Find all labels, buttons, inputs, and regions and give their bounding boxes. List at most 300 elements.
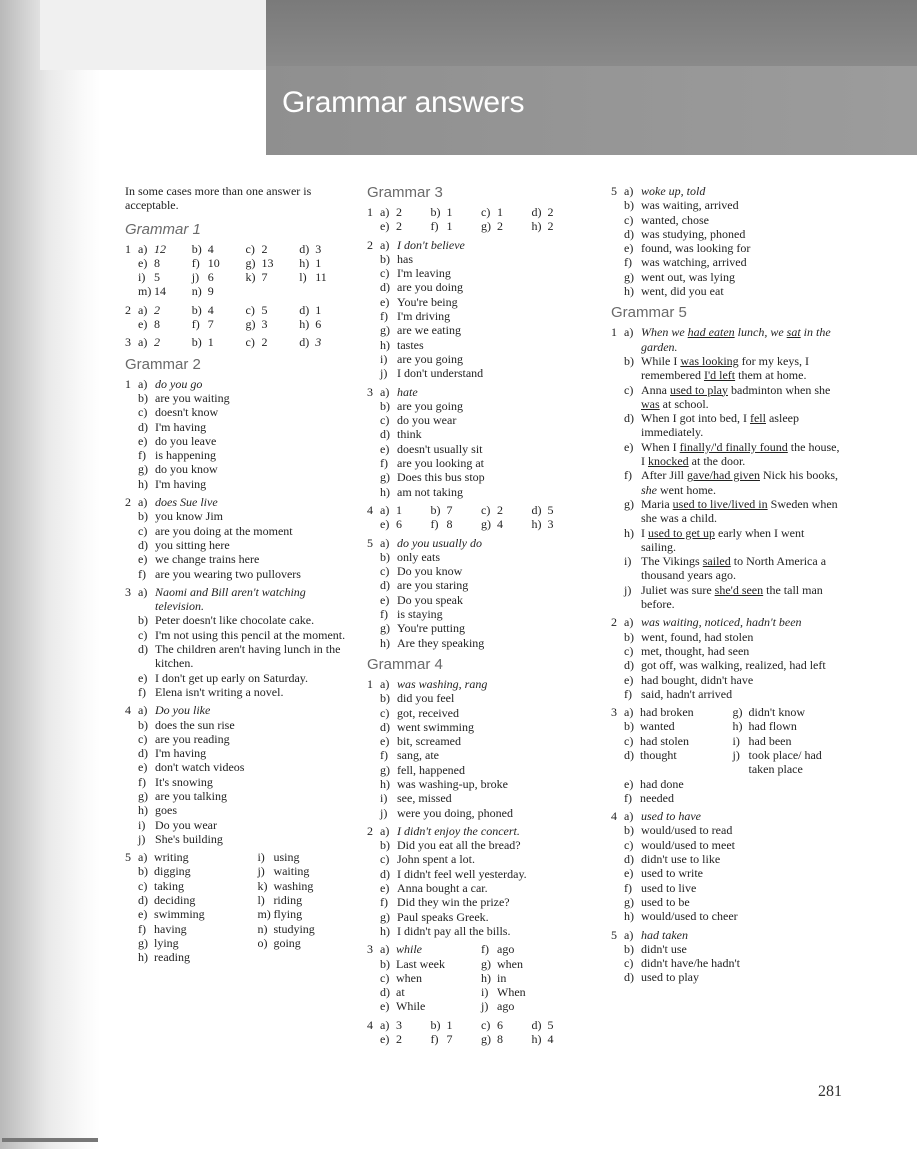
item-label: f) <box>138 566 146 581</box>
item-label: d) <box>380 985 390 1000</box>
answer-cell <box>380 942 481 956</box>
answer-item <box>624 583 841 612</box>
answer-text: was waiting, noticed, hadn't been <box>641 615 802 630</box>
answer-item <box>138 420 353 434</box>
answer-item <box>138 818 353 832</box>
answer-grid <box>138 335 353 349</box>
item-label: h) <box>624 909 634 924</box>
answer-text: got off, was walking, realized, had left <box>641 658 826 673</box>
answer-text: flying <box>273 907 303 922</box>
answer-text: I didn't enjoy the concert. <box>397 823 520 838</box>
item-label: e) <box>624 439 634 454</box>
answer-item <box>380 924 582 938</box>
answer-item <box>380 636 582 650</box>
answer-text: 7 <box>207 317 214 332</box>
answer-text: Do you know <box>397 564 463 579</box>
item-label: f) <box>380 607 388 622</box>
answer-item <box>138 718 353 732</box>
answer-text: It's snowing <box>155 774 213 789</box>
answer-item <box>624 440 841 469</box>
item-label: f) <box>430 1032 439 1047</box>
item-label <box>733 791 749 805</box>
answer-text: would/used to cheer <box>641 909 738 924</box>
answer-item <box>138 524 353 538</box>
answer-text: are you doing at the moment <box>155 523 293 538</box>
answer-cell <box>138 335 192 349</box>
answer-part: After Jill <box>641 468 687 483</box>
answer-part: in the garden. <box>641 325 831 354</box>
answer-item <box>380 734 582 748</box>
item-label: e) <box>380 1032 390 1047</box>
underlined-verb: used to live/lived in <box>672 496 768 511</box>
answer-part: for my keys, I remembered <box>641 353 809 383</box>
item-label: f) <box>191 317 200 332</box>
answer-list <box>138 495 353 581</box>
answer-item <box>624 658 841 672</box>
exercise <box>125 377 353 491</box>
answer-text: 4 <box>547 1032 554 1047</box>
answer-text: waiting <box>273 864 310 879</box>
item-label: d) <box>380 719 390 734</box>
answer-item <box>624 325 841 354</box>
page-shadow-top <box>40 0 266 70</box>
item-label <box>257 950 273 964</box>
item-label: f) <box>380 456 388 471</box>
answer-cell <box>192 303 246 317</box>
item-label: a) <box>380 1017 390 1032</box>
item-label: c) <box>380 413 390 428</box>
answer-item <box>380 338 582 352</box>
answer-text: when <box>396 970 422 985</box>
answer-cell <box>138 303 192 317</box>
item-label: e) <box>380 294 390 309</box>
item-label: f) <box>624 468 632 483</box>
answer-item <box>624 687 841 701</box>
item-label: g) <box>481 956 491 971</box>
answer-text: fell, happened <box>397 762 465 777</box>
answer-text: 5 <box>547 502 554 517</box>
answer-list <box>624 809 841 923</box>
item-label: c) <box>138 878 148 893</box>
item-label: g) <box>481 219 491 234</box>
answer-item <box>138 789 353 803</box>
answer-cell <box>481 503 532 517</box>
answer-item <box>624 823 841 837</box>
item-label: e) <box>624 241 634 256</box>
item-label: f) <box>380 309 388 324</box>
item-label: b) <box>624 629 634 644</box>
answer-cell <box>481 957 582 971</box>
item-label: f) <box>380 895 388 910</box>
answer-part: at the door. <box>688 454 746 469</box>
item-label: h) <box>531 517 542 532</box>
item-label: d) <box>531 1017 542 1032</box>
answer-text: tastes <box>397 337 424 352</box>
answer-item <box>380 470 582 484</box>
answer-text: John spent a lot. <box>397 852 475 867</box>
answer-grid <box>624 705 841 805</box>
answer-text: You're putting <box>397 621 465 636</box>
answer-text: is happening <box>155 448 216 463</box>
item-label: e) <box>380 881 390 896</box>
item-label: h) <box>531 219 542 234</box>
answer-item <box>380 399 582 413</box>
exercise <box>367 385 582 499</box>
answer-item <box>380 806 582 820</box>
exercise <box>367 824 582 938</box>
answer-item <box>380 266 582 280</box>
answer-cell <box>431 503 482 517</box>
item-label: c) <box>380 266 390 281</box>
item-label: a) <box>138 850 148 865</box>
answer-text: had broken <box>640 705 694 720</box>
answer-item <box>138 732 353 746</box>
answer-text: 1 <box>446 1017 453 1032</box>
item-label: f) <box>191 255 200 270</box>
answer-part: them at home. <box>735 368 807 383</box>
item-label: d) <box>624 658 634 673</box>
answer-cell <box>431 517 482 531</box>
answer-item <box>380 777 582 791</box>
answer-text: Elena isn't writing a novel. <box>155 684 284 699</box>
item-label: f) <box>138 774 146 789</box>
answer-text: think <box>397 427 422 442</box>
answer-cell <box>257 850 353 864</box>
answer-text: 8 <box>154 317 160 332</box>
answer-text: I don't understand <box>397 366 484 381</box>
answer-text: found, was looking for <box>641 241 751 256</box>
answer-text: swimming <box>154 907 205 922</box>
item-label: b) <box>138 509 148 524</box>
answer-text: I'm not using this pencil at the moment. <box>155 627 346 642</box>
answer-text: see, missed <box>397 791 452 806</box>
answer-item <box>380 238 582 252</box>
answer-text: lying <box>154 935 179 950</box>
answer-cell <box>257 879 353 893</box>
answer-cell <box>624 791 733 805</box>
item-label: b) <box>138 613 148 628</box>
answer-cell <box>138 936 257 950</box>
answer-text <box>641 383 841 412</box>
item-label: h) <box>138 950 148 965</box>
answer-cell <box>431 219 482 233</box>
answer-text: Did you eat all the bread? <box>397 838 521 853</box>
item-label: g) <box>380 762 390 777</box>
answer-text: I'm having <box>155 476 207 491</box>
answer-item <box>138 448 353 462</box>
answer-item <box>624 227 841 241</box>
answer-cell <box>299 256 353 270</box>
answer-text: 6 <box>396 517 402 532</box>
item-label: e) <box>380 999 390 1014</box>
page-title: Grammar answers <box>282 86 525 119</box>
exercise <box>125 335 353 349</box>
item-label: g) <box>245 317 256 332</box>
answer-text: 8 <box>446 517 453 532</box>
item-label: h) <box>138 476 148 491</box>
exercise-number: 1 <box>367 676 373 691</box>
item-label: e) <box>624 866 634 881</box>
answer-item <box>380 323 582 337</box>
answer-text: 2 <box>396 219 402 234</box>
answer-item <box>624 184 841 198</box>
answer-text: I'm leaving <box>397 266 451 281</box>
answer-text: having <box>154 921 187 936</box>
answer-text: had stolen <box>640 733 689 748</box>
answer-text <box>641 325 841 354</box>
item-label: e) <box>138 670 148 685</box>
section-heading: Grammar 1 <box>125 220 201 238</box>
answer-cell <box>532 517 583 531</box>
item-label: b) <box>380 251 390 266</box>
answer-text: said, hadn't arrived <box>641 686 733 701</box>
item-label: d) <box>299 302 310 317</box>
exercise <box>367 503 582 532</box>
item-label: e) <box>624 672 634 687</box>
answer-item <box>380 677 582 691</box>
answer-item <box>380 607 582 621</box>
answer-text: I don't believe <box>397 237 465 252</box>
answer-item <box>380 852 582 866</box>
answer-part: lunch, we <box>734 325 787 340</box>
answer-item <box>624 970 841 984</box>
answer-item <box>380 536 582 550</box>
item-label: h) <box>531 1032 542 1047</box>
item-label: n) <box>191 284 202 299</box>
answer-text: didn't use <box>641 941 687 956</box>
item-label: b) <box>624 941 634 956</box>
answer-cell <box>431 1032 482 1046</box>
answer-part: When I <box>641 439 680 454</box>
item-label: c) <box>138 731 148 746</box>
item-label: j) <box>732 747 740 762</box>
answer-text: 2 <box>547 205 554 219</box>
answer-cell <box>192 242 246 256</box>
underlined-verb: fell <box>749 411 766 426</box>
answer-cell <box>624 719 733 733</box>
answer-text: ago <box>497 999 515 1014</box>
answer-cell <box>532 1032 583 1046</box>
answer-text: do you wear <box>397 413 457 428</box>
item-label: b) <box>380 691 390 706</box>
answer-cell <box>481 999 582 1013</box>
item-label: k) <box>257 878 268 893</box>
answer-item <box>624 852 841 866</box>
exercise-number: 5 <box>125 850 131 865</box>
item-label: b) <box>191 302 202 317</box>
answer-cell <box>299 303 353 317</box>
answer-text: 1 <box>497 205 503 219</box>
answer-part: The Vikings <box>641 554 703 569</box>
answer-text: was studying, phoned <box>641 226 746 241</box>
item-label: e) <box>380 734 390 749</box>
answer-text: 1 <box>446 219 453 234</box>
answer-cell <box>733 719 842 733</box>
item-label: h) <box>299 255 310 270</box>
item-label <box>733 777 749 791</box>
item-label: d) <box>624 852 634 867</box>
exercise <box>125 242 353 299</box>
exercise <box>611 615 841 701</box>
answer-text: reading <box>154 950 190 965</box>
item-label: n) <box>257 921 268 936</box>
answer-cell <box>192 256 246 270</box>
answer-text: Naomi and Bill aren't watching television. <box>155 584 306 614</box>
item-label: g) <box>138 788 148 803</box>
item-label: c) <box>138 627 148 642</box>
exercise-number: 2 <box>367 823 373 838</box>
answer-item <box>624 866 841 880</box>
item-label: b) <box>624 823 634 838</box>
answer-text: 8 <box>154 255 160 270</box>
answer-text: went, found, had stolen <box>641 629 754 644</box>
answer-item <box>138 567 353 581</box>
answer-cell <box>257 907 353 921</box>
answer-text: don't watch videos <box>155 760 245 775</box>
item-label: g) <box>481 1032 491 1047</box>
item-label: h) <box>624 525 634 540</box>
answer-cell <box>380 985 481 999</box>
underlined-verb: gave/had given <box>687 468 760 483</box>
item-label: a) <box>624 705 634 720</box>
item-label: g) <box>624 269 634 284</box>
item-label: f) <box>430 219 439 234</box>
item-label: b) <box>430 1017 441 1032</box>
answer-text: digging <box>154 864 191 879</box>
answer-cell <box>380 503 431 517</box>
item-label: d) <box>624 970 634 985</box>
item-label: l) <box>299 270 307 285</box>
answer-item <box>138 760 353 774</box>
answer-text: 2 <box>396 205 402 219</box>
item-label: d) <box>138 893 148 908</box>
answer-part: Maria <box>641 496 673 511</box>
item-label: h) <box>299 317 310 332</box>
item-label: b) <box>624 198 634 213</box>
item-label: a) <box>138 376 148 391</box>
answer-text: are we eating <box>397 323 461 338</box>
answer-text: are you staring <box>397 578 469 593</box>
answer-item <box>624 213 841 227</box>
answer-text: 2 <box>497 502 503 517</box>
section-heading: Grammar 4 <box>367 655 443 673</box>
answer-text: 1 <box>315 302 322 317</box>
underlined-verb: finally/'d finally found <box>679 439 788 454</box>
answer-text: 5 <box>154 270 160 285</box>
exercise-number: 5 <box>367 535 373 550</box>
exercise <box>367 205 582 234</box>
answer-text: studying <box>273 921 315 936</box>
answer-text: has <box>397 251 413 266</box>
answer-item <box>138 585 353 614</box>
item-label: a) <box>138 703 148 718</box>
exercise-number: 4 <box>367 502 373 517</box>
answer-text: 5 <box>261 302 268 317</box>
answer-text <box>641 354 841 383</box>
answer-item <box>380 910 582 924</box>
answer-text: do you leave <box>155 433 217 448</box>
answer-part: the house, I <box>641 439 840 469</box>
exercise-number: 2 <box>125 302 131 317</box>
answer-item <box>380 280 582 294</box>
item-label: g) <box>245 255 256 270</box>
answer-item <box>624 468 841 497</box>
answer-list <box>138 585 353 699</box>
answer-item <box>380 720 582 734</box>
answer-cell <box>138 907 257 921</box>
item-label: a) <box>380 502 390 517</box>
page-binding-shadow <box>0 0 100 1149</box>
answer-item <box>624 673 841 687</box>
answer-item <box>624 942 841 956</box>
answer-item <box>138 477 353 491</box>
page-number: 281 <box>818 1083 842 1100</box>
item-label: g) <box>138 935 148 950</box>
answer-list <box>624 928 841 985</box>
item-label: h) <box>380 635 390 650</box>
answer-item <box>380 427 582 441</box>
answer-text: was washing-up, broke <box>397 776 508 791</box>
answer-text: you sitting here <box>155 537 230 552</box>
exercise <box>611 325 841 611</box>
item-label: g) <box>624 894 634 909</box>
answer-part: While I <box>641 353 681 368</box>
answer-text: 6 <box>207 270 214 285</box>
answer-text: While <box>396 999 426 1014</box>
column-1 <box>125 184 353 969</box>
answer-text: 4 <box>497 517 503 532</box>
answer-text: 7 <box>446 502 453 517</box>
item-label: c) <box>624 643 634 658</box>
answer-text: are you going <box>397 398 463 413</box>
item-label: g) <box>380 909 390 924</box>
answer-cell <box>431 1018 482 1032</box>
answer-cell <box>380 957 481 971</box>
exercise-number: 2 <box>125 495 131 510</box>
underlined-verb: had eaten <box>687 325 735 340</box>
exercise <box>611 705 841 805</box>
answer-text: 4 <box>207 302 214 317</box>
item-label: c) <box>380 564 390 579</box>
answer-item <box>624 630 841 644</box>
item-label: a) <box>138 495 148 510</box>
exercise <box>367 677 582 820</box>
exercise <box>125 850 353 964</box>
answer-cell <box>138 893 257 907</box>
exercise <box>367 942 582 1013</box>
answer-cell <box>380 219 431 233</box>
answer-text: while <box>396 942 422 957</box>
answer-item <box>624 881 841 895</box>
item-label: b) <box>430 502 441 517</box>
answer-item <box>380 895 582 909</box>
item-label: j) <box>191 270 200 285</box>
answer-cell <box>257 950 353 964</box>
item-label: f) <box>624 880 632 895</box>
item-label: c) <box>245 241 255 256</box>
answer-cell <box>192 270 246 284</box>
exercise-number: 3 <box>367 384 373 399</box>
answer-cell <box>380 205 431 219</box>
answer-item <box>380 485 582 499</box>
answer-cell <box>532 503 583 517</box>
item-label: d) <box>624 747 634 762</box>
answer-item <box>380 309 582 323</box>
answer-item <box>138 685 353 699</box>
exercise <box>611 928 841 985</box>
item-label: i) <box>624 554 632 569</box>
answer-item <box>138 746 353 760</box>
